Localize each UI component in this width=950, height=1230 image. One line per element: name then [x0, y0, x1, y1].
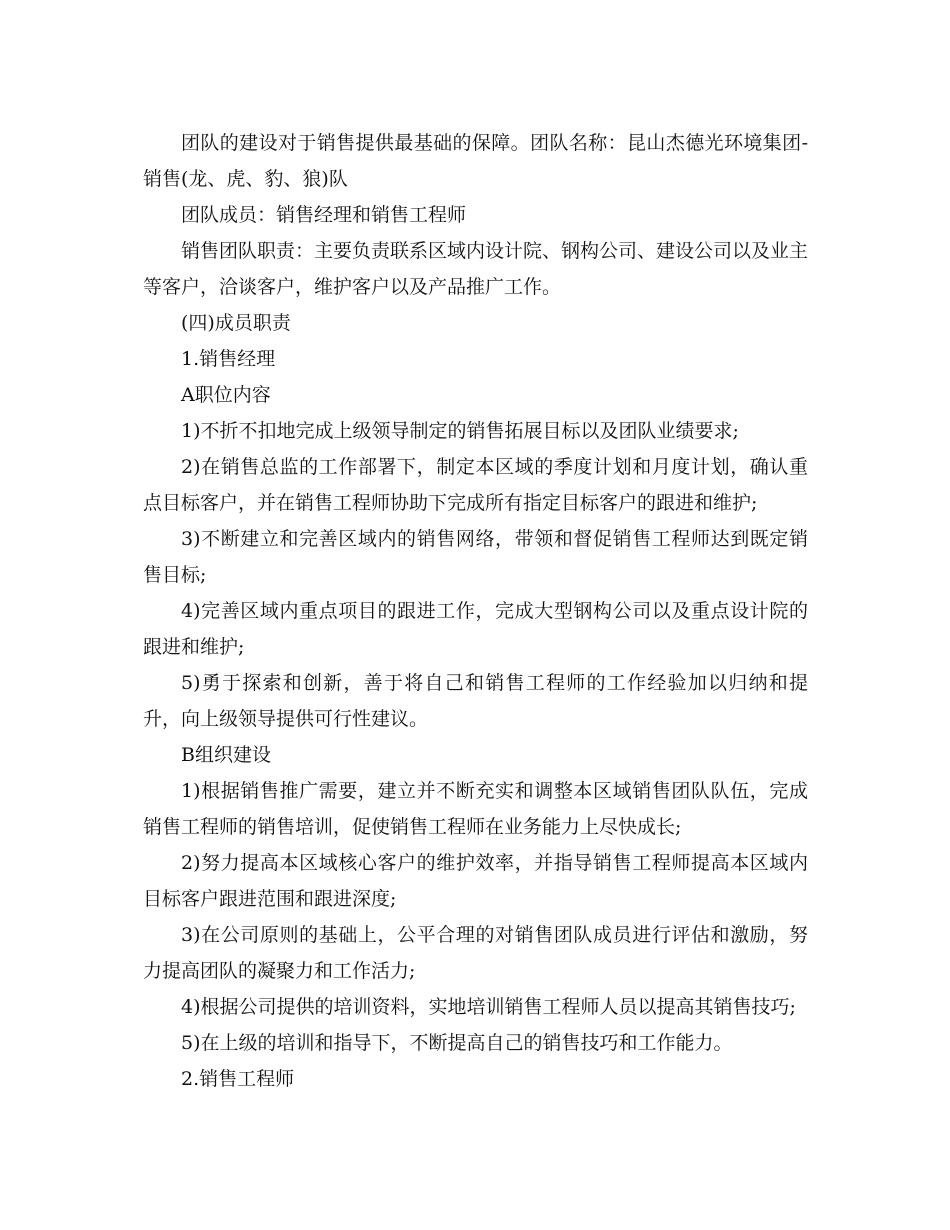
list-item-job-1: 1)不折不扣地完成上级领导制定的销售拓展目标以及团队业绩要求;	[181, 420, 739, 442]
paragraph-team-intro: 团队的建设对于销售提供最基础的保障。团队名称：昆山杰德光环境集团-销售(龙、虎、豹、狼)队	[143, 132, 808, 190]
paragraph-team-members: 团队成员：销售经理和销售工程师	[181, 204, 467, 226]
subheading-sales-manager: 1.销售经理	[181, 348, 276, 370]
list-item-org-3: 3)在公司原则的基础上，公平合理的对销售团队成员进行评估和激励，努力提高团队的凝聚力和工作活力;	[143, 924, 808, 982]
list-item-org-1: 1)根据销售推广需要，建立并不断充实和调整本区域销售团队队伍，完成销售工程师的销售培训，促使销售工程师在业务能力上尽快成长;	[143, 780, 808, 838]
section-heading-member-duties: (四)成员职责	[181, 312, 291, 334]
subheading-organization: B组织建设	[181, 744, 271, 766]
list-item-job-3: 3)不断建立和完善区域内的销售网络，带领和督促销售工程师达到既定销售目标;	[143, 528, 808, 586]
list-item-org-5: 5)在上级的培训和指导下，不断提高自己的销售技巧和工作能力。	[181, 1032, 733, 1054]
paragraph-team-duties: 销售团队职责：主要负责联系区域内设计院、钢构公司、建设公司以及业主等客户，洽谈客户，维护客户以及产品推广工作。	[143, 240, 809, 298]
list-item-job-5: 5)勇于探索和创新，善于将自己和销售工程师的工作经验加以归纳和提升，向上级领导提供可行性建议。	[143, 672, 808, 730]
subheading-job-content: A职位内容	[181, 384, 271, 406]
list-item-job-2: 2)在销售总监的工作部署下，制定本区域的季度计划和月度计划，确认重点目标客户，并在销售工程师协助下完成所有指定目标客户的跟进和维护;	[143, 456, 808, 514]
list-item-org-2: 2)努力提高本区域核心客户的维护效率，并指导销售工程师提高本区域内目标客户跟进范围和跟进深度;	[143, 852, 808, 910]
list-item-job-4: 4)完善区域内重点项目的跟进工作，完成大型钢构公司以及重点设计院的跟进和维护;	[143, 600, 808, 658]
subheading-sales-engineer: 2.销售工程师	[181, 1068, 295, 1090]
document-page	[143, 125, 808, 1097]
list-item-org-4: 4)根据公司提供的培训资料，实地培训销售工程师人员以提高其销售技巧;	[181, 996, 796, 1018]
